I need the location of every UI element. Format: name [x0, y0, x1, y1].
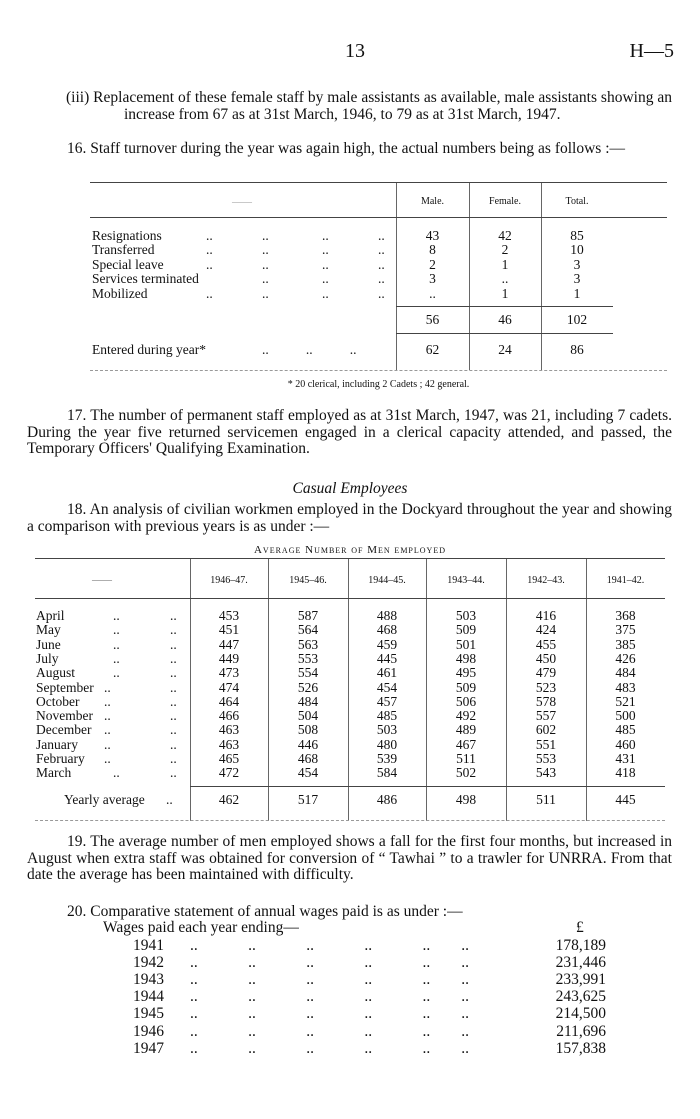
yearly-average-cell: 486: [376, 792, 398, 807]
leader-dots: ..: [170, 693, 177, 709]
subtotal-total: 102: [566, 312, 588, 327]
month-label: January: [36, 736, 78, 752]
entered-female: 24: [498, 342, 512, 357]
dash-placeholder: ——: [232, 197, 252, 208]
leader-dots: ..: [322, 242, 329, 258]
leader-dots: ..: [113, 608, 120, 623]
table-rule: [35, 820, 665, 821]
table-cell: 526: [297, 679, 319, 695]
yearly-average-cell: 462: [218, 792, 240, 807]
table-cell: 466: [218, 708, 240, 724]
table-cell: 564: [297, 622, 319, 638]
yearly-average-cell: 511: [536, 792, 556, 807]
table-cell: 451: [218, 622, 240, 638]
table-cell: 465: [218, 751, 240, 766]
table-rule: [35, 558, 665, 559]
entered-label: Entered during year*: [92, 342, 206, 357]
yearly-average-cell: 517: [297, 792, 319, 807]
cell-female: 1: [501, 256, 509, 272]
header-total: Total.: [565, 196, 589, 207]
table-cell: 508: [297, 722, 319, 738]
table-cell: 503: [455, 608, 477, 623]
dash-placeholder: ——: [92, 575, 112, 586]
leader-dots: ..: [262, 285, 269, 301]
year-header: 1944–45.: [368, 575, 406, 586]
leader-dots: ..: [322, 271, 329, 287]
leader-dots: ..: [113, 636, 120, 652]
subtotal-rule: [396, 306, 613, 307]
table-cell: 495: [455, 665, 477, 681]
paragraph-19: 19. The average number of men employed shows a fall for the first four months, but increased in August when extra staff was obtained for conversion of “ Tawhai ” to a trawler for UNRRA. From that date the average has been maintained with difficulty.: [27, 833, 672, 883]
wage-year: 1947: [133, 1039, 164, 1057]
table-cell: 521: [615, 693, 636, 709]
table-cell: 468: [376, 622, 398, 638]
year-header: 1946–47.: [210, 575, 248, 586]
wage-year: 1945: [133, 1005, 164, 1023]
cell-male: ..: [429, 285, 436, 301]
table-row-label: Special leave: [92, 256, 164, 272]
table-cell: 506: [455, 693, 477, 709]
paragraph-18: 18. An analysis of civilian workmen employed in the Dockyard throughout the year and showing a comparison with previous years is as under :—: [27, 501, 672, 535]
table-cell: 602: [535, 722, 557, 738]
subtotal-rule: [396, 333, 613, 334]
table-cell: 509: [455, 622, 477, 638]
table-cell: 454: [297, 765, 319, 781]
month-label: April: [36, 608, 65, 623]
table-cell: 446: [297, 736, 319, 752]
table-cell: 484: [615, 665, 636, 681]
leader-dots: ..: [113, 622, 120, 638]
table-cell: 489: [455, 722, 477, 738]
table-cell: 488: [376, 608, 398, 623]
leader-dots: .. .. .. .. .. ..: [190, 988, 469, 1006]
leader-dots: ..: [170, 751, 177, 766]
header-male: Male.: [420, 196, 445, 207]
cell-female: 42: [498, 228, 512, 243]
table-cell: 455: [535, 636, 557, 652]
leader-dots: ..: [170, 736, 177, 752]
month-label: November: [36, 708, 93, 724]
table-cell: 454: [376, 679, 398, 695]
month-label: August: [36, 665, 76, 681]
leader-dots: ..: [170, 665, 177, 681]
table-caption: Average Number of Men employed: [253, 544, 446, 556]
month-label: October: [36, 693, 80, 709]
wage-year: 1942: [133, 954, 164, 972]
month-label: May: [36, 622, 61, 638]
cell-total: 3: [573, 256, 581, 272]
year-header: 1941–42.: [606, 575, 645, 586]
year-header: 1942–43.: [527, 575, 565, 586]
wage-amount: 243,625: [555, 988, 606, 1006]
table-row-label: Transferred: [92, 242, 155, 258]
cell-total: 3: [573, 271, 581, 287]
table-cell: 461: [376, 665, 398, 681]
table-cell: 474: [218, 679, 240, 695]
entered-male: 62: [425, 342, 440, 357]
table-cell: 426: [615, 650, 636, 666]
cell-female: 1: [501, 285, 509, 301]
cell-male: 8: [429, 242, 436, 258]
leader-dots: .. .. .. .. .. ..: [190, 1039, 469, 1057]
table-cell: 368: [615, 608, 636, 623]
leader-dots: ..: [378, 271, 385, 287]
table-cell: 498: [455, 650, 477, 666]
table-cell: 424: [535, 622, 557, 638]
leader-dots: ..: [322, 228, 329, 243]
section-heading: Casual Employees: [292, 480, 408, 497]
leader-dots: ..: [104, 679, 111, 695]
leader-dots: .. .. .. .. .. ..: [190, 937, 469, 954]
subtotal-female: 46: [498, 312, 512, 327]
subtotal-male: 56: [425, 312, 440, 327]
table-cell: 418: [615, 765, 636, 781]
table-cell: 459: [376, 636, 398, 652]
month-label: March: [36, 765, 72, 781]
page-number: 13: [345, 40, 365, 62]
leader-dots: ..: [206, 256, 213, 272]
leader-dots: ..: [206, 285, 213, 301]
year-header: 1943–44.: [447, 575, 485, 586]
table-cell: 463: [218, 722, 240, 738]
table-cell: 457: [376, 693, 398, 709]
table-cell: 445: [376, 650, 398, 666]
leader-dots: ..: [262, 228, 269, 243]
leader-dots: ..: [170, 608, 177, 623]
table-rule: [90, 217, 667, 218]
table-cell: 502: [455, 765, 477, 781]
cell-total: 10: [570, 242, 584, 258]
table-rule: [35, 598, 665, 599]
month-label: December: [36, 722, 92, 738]
cell-total: 1: [573, 285, 581, 301]
leader-dots: ..: [170, 679, 177, 695]
table-cell: 500: [615, 708, 636, 724]
table-cell: 483: [615, 679, 636, 695]
wage-amount: 178,189: [555, 937, 606, 954]
table-cell: 543: [535, 765, 557, 781]
wage-amount: 231,446: [555, 954, 606, 972]
cell-male: 3: [429, 271, 436, 287]
leader-dots: .. .. ..: [262, 342, 357, 357]
table-cell: 450: [535, 650, 557, 666]
table-cell: 485: [615, 722, 636, 738]
wage-year: 1946: [133, 1022, 164, 1040]
cell-total: 85: [570, 228, 584, 243]
cell-female: ..: [501, 271, 509, 287]
header-female: Female.: [489, 196, 521, 207]
leader-dots: ..: [170, 622, 177, 638]
month-label: June: [36, 636, 61, 652]
table-cell: 416: [535, 608, 557, 623]
leader-dots: .. .. .. .. .. ..: [190, 971, 469, 989]
table-cell: 485: [376, 708, 398, 724]
table-row-label: Resignations: [92, 228, 162, 243]
table-cell: 473: [218, 665, 240, 681]
leader-dots: ..: [262, 242, 269, 258]
table-cell: 472: [218, 765, 240, 781]
wage-amount: 214,500: [555, 1005, 606, 1023]
year-header: 1945–46.: [289, 575, 327, 586]
table-rule: [190, 786, 665, 787]
leader-dots: ..: [104, 693, 111, 709]
table-cell: 553: [535, 751, 557, 766]
leader-dots: ..: [170, 708, 177, 724]
table-cell: 431: [615, 751, 636, 766]
cell-female: 2: [501, 242, 509, 258]
table-cell: 553: [297, 650, 319, 666]
leader-dots: ..: [113, 650, 120, 666]
leader-dots: ..: [378, 228, 385, 243]
leader-dots: ..: [113, 765, 120, 781]
leader-dots: ..: [206, 242, 213, 258]
table-cell: 463: [218, 736, 240, 752]
yearly-average-cell: 498: [455, 792, 477, 807]
table-cell: 501: [455, 636, 477, 652]
table-cell: 523: [535, 679, 557, 695]
table-rule: [90, 370, 667, 371]
leader-dots: ..: [166, 792, 173, 807]
table-rule: [90, 182, 667, 183]
leader-dots: ..: [170, 765, 177, 781]
table-cell: 539: [376, 751, 398, 766]
table-cell: 551: [535, 736, 557, 752]
leader-dots: ..: [206, 228, 213, 243]
table-cell: 375: [615, 622, 636, 638]
leader-dots: ..: [322, 285, 329, 301]
paragraph-17: 17. The number of permanent staff employed as at 31st March, 1947, was 21, including 7 cadets. During the year five returned servicemen engaged in a clerical capacity attended, and passed, the Temporary Officers' Qualifying Examination.: [27, 407, 672, 457]
month-label: September: [36, 679, 94, 695]
table-cell: 584: [376, 765, 398, 781]
yearly-average-cell: 445: [615, 792, 636, 807]
table-cell: 503: [376, 722, 398, 738]
table-cell: 480: [376, 736, 398, 752]
cell-male: 43: [425, 228, 440, 243]
wage-year: 1944: [133, 988, 164, 1006]
leader-dots: ..: [170, 650, 177, 666]
table-footnote: * 20 clerical, including 2 Cadets ; 42 general.: [287, 379, 470, 390]
currency-symbol: £: [576, 919, 584, 936]
paragraph-iii: (iii) Replacement of these female staff by male assistants as available, male assistants showing an increase from 67 as at 31st March, 1946, to 79 as at 31st March, 1947.: [66, 89, 672, 123]
leader-dots: ..: [322, 256, 329, 272]
entered-total: 86: [570, 342, 584, 357]
leader-dots: ..: [262, 271, 269, 287]
table-cell: 557: [535, 708, 557, 724]
yearly-average-label: Yearly average: [64, 792, 145, 807]
leader-dots: ..: [378, 256, 385, 272]
table-cell: 453: [218, 608, 240, 623]
document-reference: H—5: [629, 40, 674, 62]
table-cell: 449: [218, 650, 240, 666]
table-cell: 467: [455, 736, 477, 752]
table-row-label: Mobilized: [92, 285, 148, 301]
table-cell: 385: [615, 636, 636, 652]
table-cell: 468: [297, 751, 319, 766]
leader-dots: .. .. .. .. .. ..: [190, 954, 469, 972]
table-cell: 587: [297, 608, 319, 623]
month-label: February: [36, 751, 85, 766]
table-cell: 484: [297, 693, 319, 709]
leader-dots: ..: [378, 242, 385, 258]
table-cell: 504: [297, 708, 319, 724]
wages-intro: Wages paid each year ending—: [103, 919, 299, 936]
paragraph-20: 20. Comparative statement of annual wages paid is as under :—: [67, 903, 463, 920]
leader-dots: ..: [170, 722, 177, 738]
wage-amount: 233,991: [555, 971, 606, 989]
leader-dots: ..: [113, 665, 120, 681]
table-cell: 460: [615, 736, 636, 752]
paragraph-16: 16. Staff turnover during the year was again high, the actual numbers being as follows :—: [67, 140, 626, 157]
wage-year: 1941: [133, 937, 164, 954]
table-cell: 492: [455, 708, 477, 724]
table-cell: 447: [218, 636, 240, 652]
leader-dots: ..: [104, 708, 111, 724]
wage-year: 1943: [133, 971, 164, 989]
wage-amount: 211,696: [556, 1022, 606, 1040]
table-cell: 578: [535, 693, 557, 709]
table-cell: 509: [455, 679, 477, 695]
leader-dots: .. .. .. .. .. ..: [190, 1022, 469, 1040]
table-cell: 563: [297, 636, 319, 652]
table-row-label: Services terminated: [92, 271, 199, 287]
leader-dots: .. .. .. .. .. ..: [190, 1005, 469, 1023]
cell-male: 2: [429, 256, 436, 272]
table-cell: 479: [535, 665, 557, 681]
leader-dots: ..: [262, 256, 269, 272]
leader-dots: ..: [170, 636, 177, 652]
leader-dots: ..: [104, 722, 111, 738]
leader-dots: ..: [104, 736, 111, 752]
table-cell: 464: [218, 693, 240, 709]
leader-dots: ..: [378, 285, 385, 301]
wage-amount: 157,838: [555, 1039, 606, 1057]
table-cell: 554: [297, 665, 319, 681]
leader-dots: ..: [104, 751, 111, 766]
table-cell: 511: [456, 751, 476, 766]
month-label: July: [36, 650, 59, 666]
